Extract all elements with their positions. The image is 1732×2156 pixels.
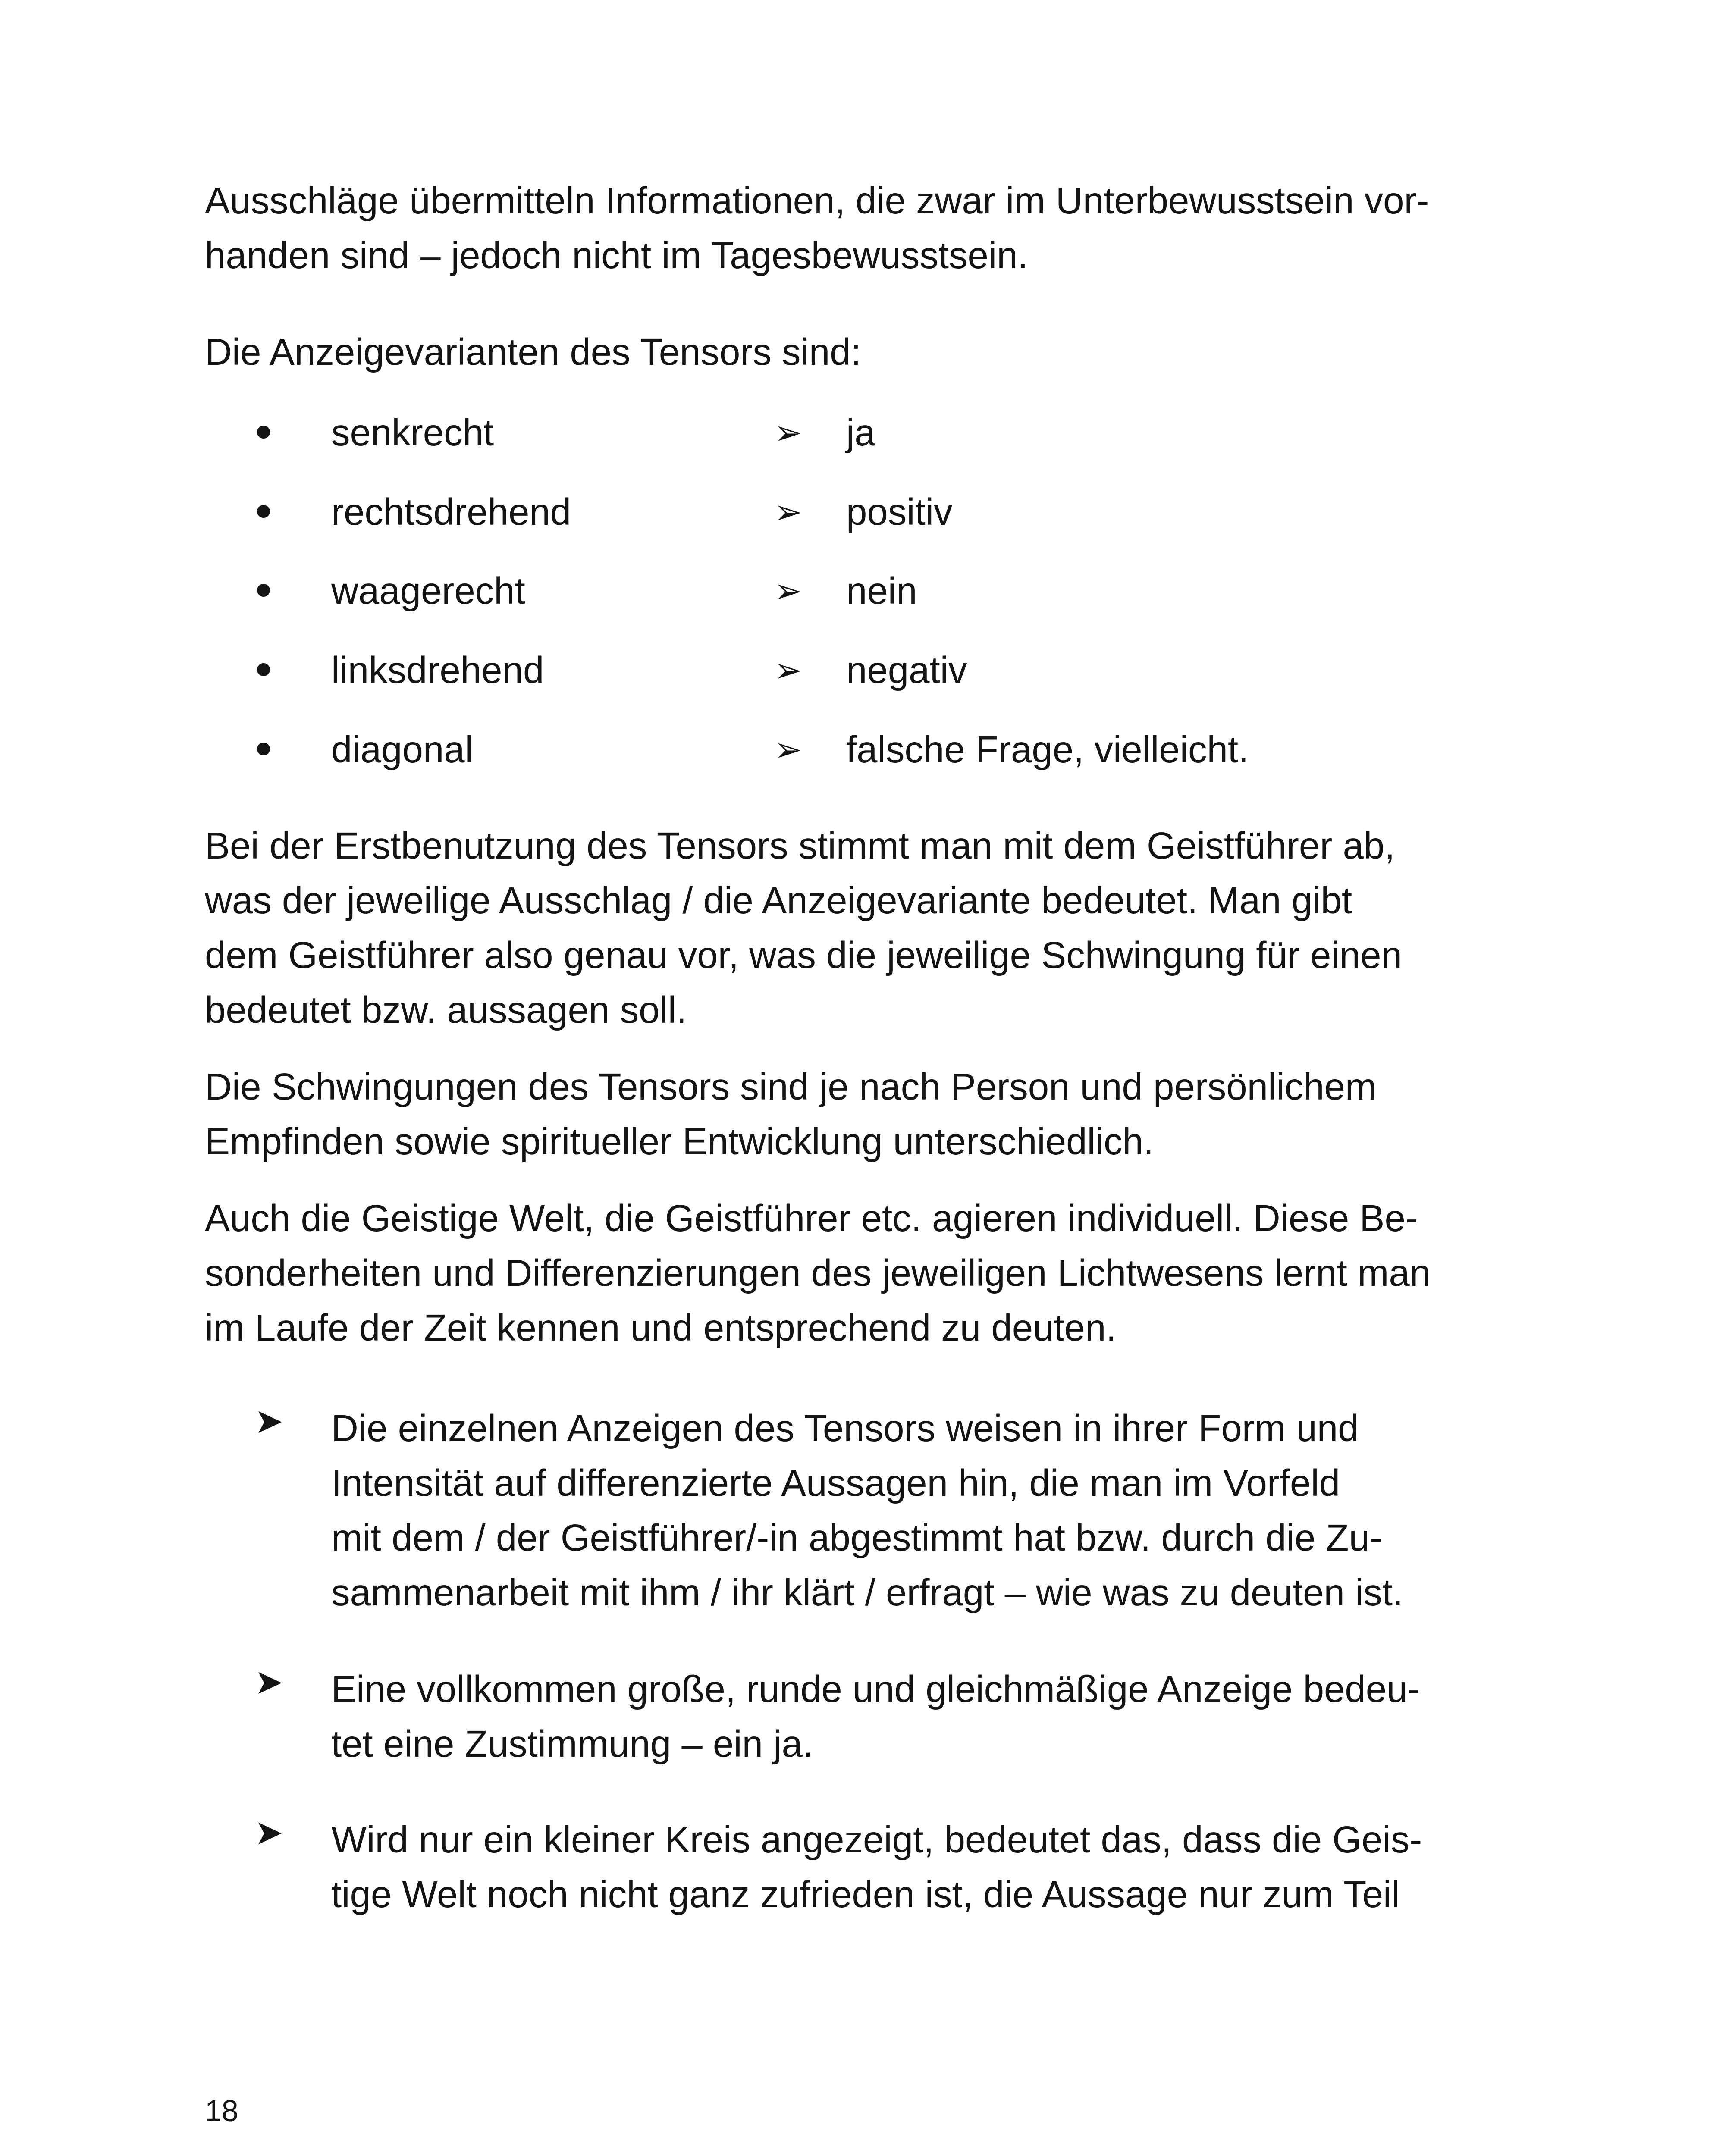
bullet-dot-icon [257, 505, 270, 518]
paragraph-line: bedeutet bzw. aussagen soll. [205, 989, 687, 1031]
item-line: Die einzelnen Anzeigen des Tensors weisen in ihrer Form und [331, 1407, 1359, 1449]
paragraph-spirit-world [205, 1191, 1431, 1355]
variant-term: diagonal [331, 729, 473, 771]
paragraph-first-use [205, 818, 1402, 1037]
item-line: mit dem / der Geistführer/-in abgestimmt hat bzw. durch die Zu- [331, 1517, 1382, 1559]
paragraph-line: handen sind – jedoch nicht im Tagesbewusstsein. [205, 235, 1028, 276]
variant-term: linksdrehend [331, 649, 544, 691]
paragraph-line: Empfinden sowie spiritueller Entwicklung unterschiedlich. [205, 1121, 1154, 1163]
item-line: sammenarbeit mit ihm / ihr klärt / erfragt – wie was zu deuten ist. [331, 1572, 1403, 1614]
item-line: Intensität auf differenzierte Aussagen hin, die man im Vorfeld [331, 1462, 1340, 1504]
arrow-right-icon: ➢ [774, 651, 803, 689]
variant-term: rechtsdrehend [331, 491, 571, 533]
arrow-item-text [331, 1812, 1422, 1922]
paragraph-line: was der jeweilige Ausschlag / die Anzeigevariante bedeutet. Man gibt [205, 880, 1352, 921]
item-line: Eine vollkommen große, runde und gleichmäßige Anzeige bedeu- [331, 1668, 1420, 1710]
variants-heading: Die Anzeigevarianten des Tensors sind: [205, 331, 861, 373]
variant-meaning: nein [846, 570, 917, 612]
paragraph-line: Die Schwingungen des Tensors sind je nach Person und persönlichem [205, 1066, 1377, 1108]
item-line: Wird nur ein kleiner Kreis angezeigt, bedeutet das, dass die Geis- [331, 1819, 1422, 1861]
bullet-dot-icon [257, 663, 270, 676]
variant-term: senkrecht [331, 412, 494, 454]
arrowhead-icon: ➤ [254, 1663, 284, 1701]
variant-meaning: ja [846, 412, 875, 454]
paragraph-line: dem Geistführer also genau vor, was die jeweilige Schwingung für einen [205, 934, 1402, 976]
paragraph-line: Ausschläge übermitteln Informationen, die zwar im Unterbewusstsein vor- [205, 180, 1429, 222]
paragraph-line: Auch die Geistige Welt, die Geistführer etc. agieren individuell. Diese Be- [205, 1197, 1418, 1239]
arrow-right-icon: ➢ [774, 730, 803, 768]
arrowhead-icon: ➤ [254, 1813, 284, 1852]
bullet-dot-icon [257, 743, 270, 755]
bullet-dot-icon [257, 426, 270, 439]
paragraph-line: im Laufe der Zeit kennen und entsprechend zu deuten. [205, 1307, 1117, 1349]
variant-meaning: falsche Frage, vielleicht. [846, 729, 1249, 771]
paragraph-intro [205, 173, 1429, 283]
arrowhead-icon: ➤ [254, 1402, 284, 1440]
arrow-right-icon: ➢ [774, 493, 803, 531]
variant-meaning: positiv [846, 491, 953, 533]
item-line: tige Welt noch nicht ganz zufrieden ist, die Aussage nur zum Teil [331, 1874, 1400, 1915]
arrow-item-text [331, 1662, 1420, 1771]
paragraph-line: sonderheiten und Differenzierungen des jeweiligen Lichtwesens lernt man [205, 1252, 1431, 1294]
paragraph-line: Bei der Erstbenutzung des Tensors stimmt man mit dem Geistführer ab, [205, 825, 1395, 867]
arrow-item-text [331, 1401, 1403, 1620]
variant-term: waagerecht [331, 570, 525, 612]
page-number: 18 [205, 2094, 238, 2128]
arrow-right-icon: ➢ [774, 414, 803, 451]
bullet-dot-icon [257, 584, 270, 597]
paragraph-vibrations [205, 1059, 1376, 1169]
variant-meaning: negativ [846, 649, 967, 691]
arrow-right-icon: ➢ [774, 572, 803, 610]
item-line: tet eine Zustimmung – ein ja. [331, 1723, 813, 1765]
